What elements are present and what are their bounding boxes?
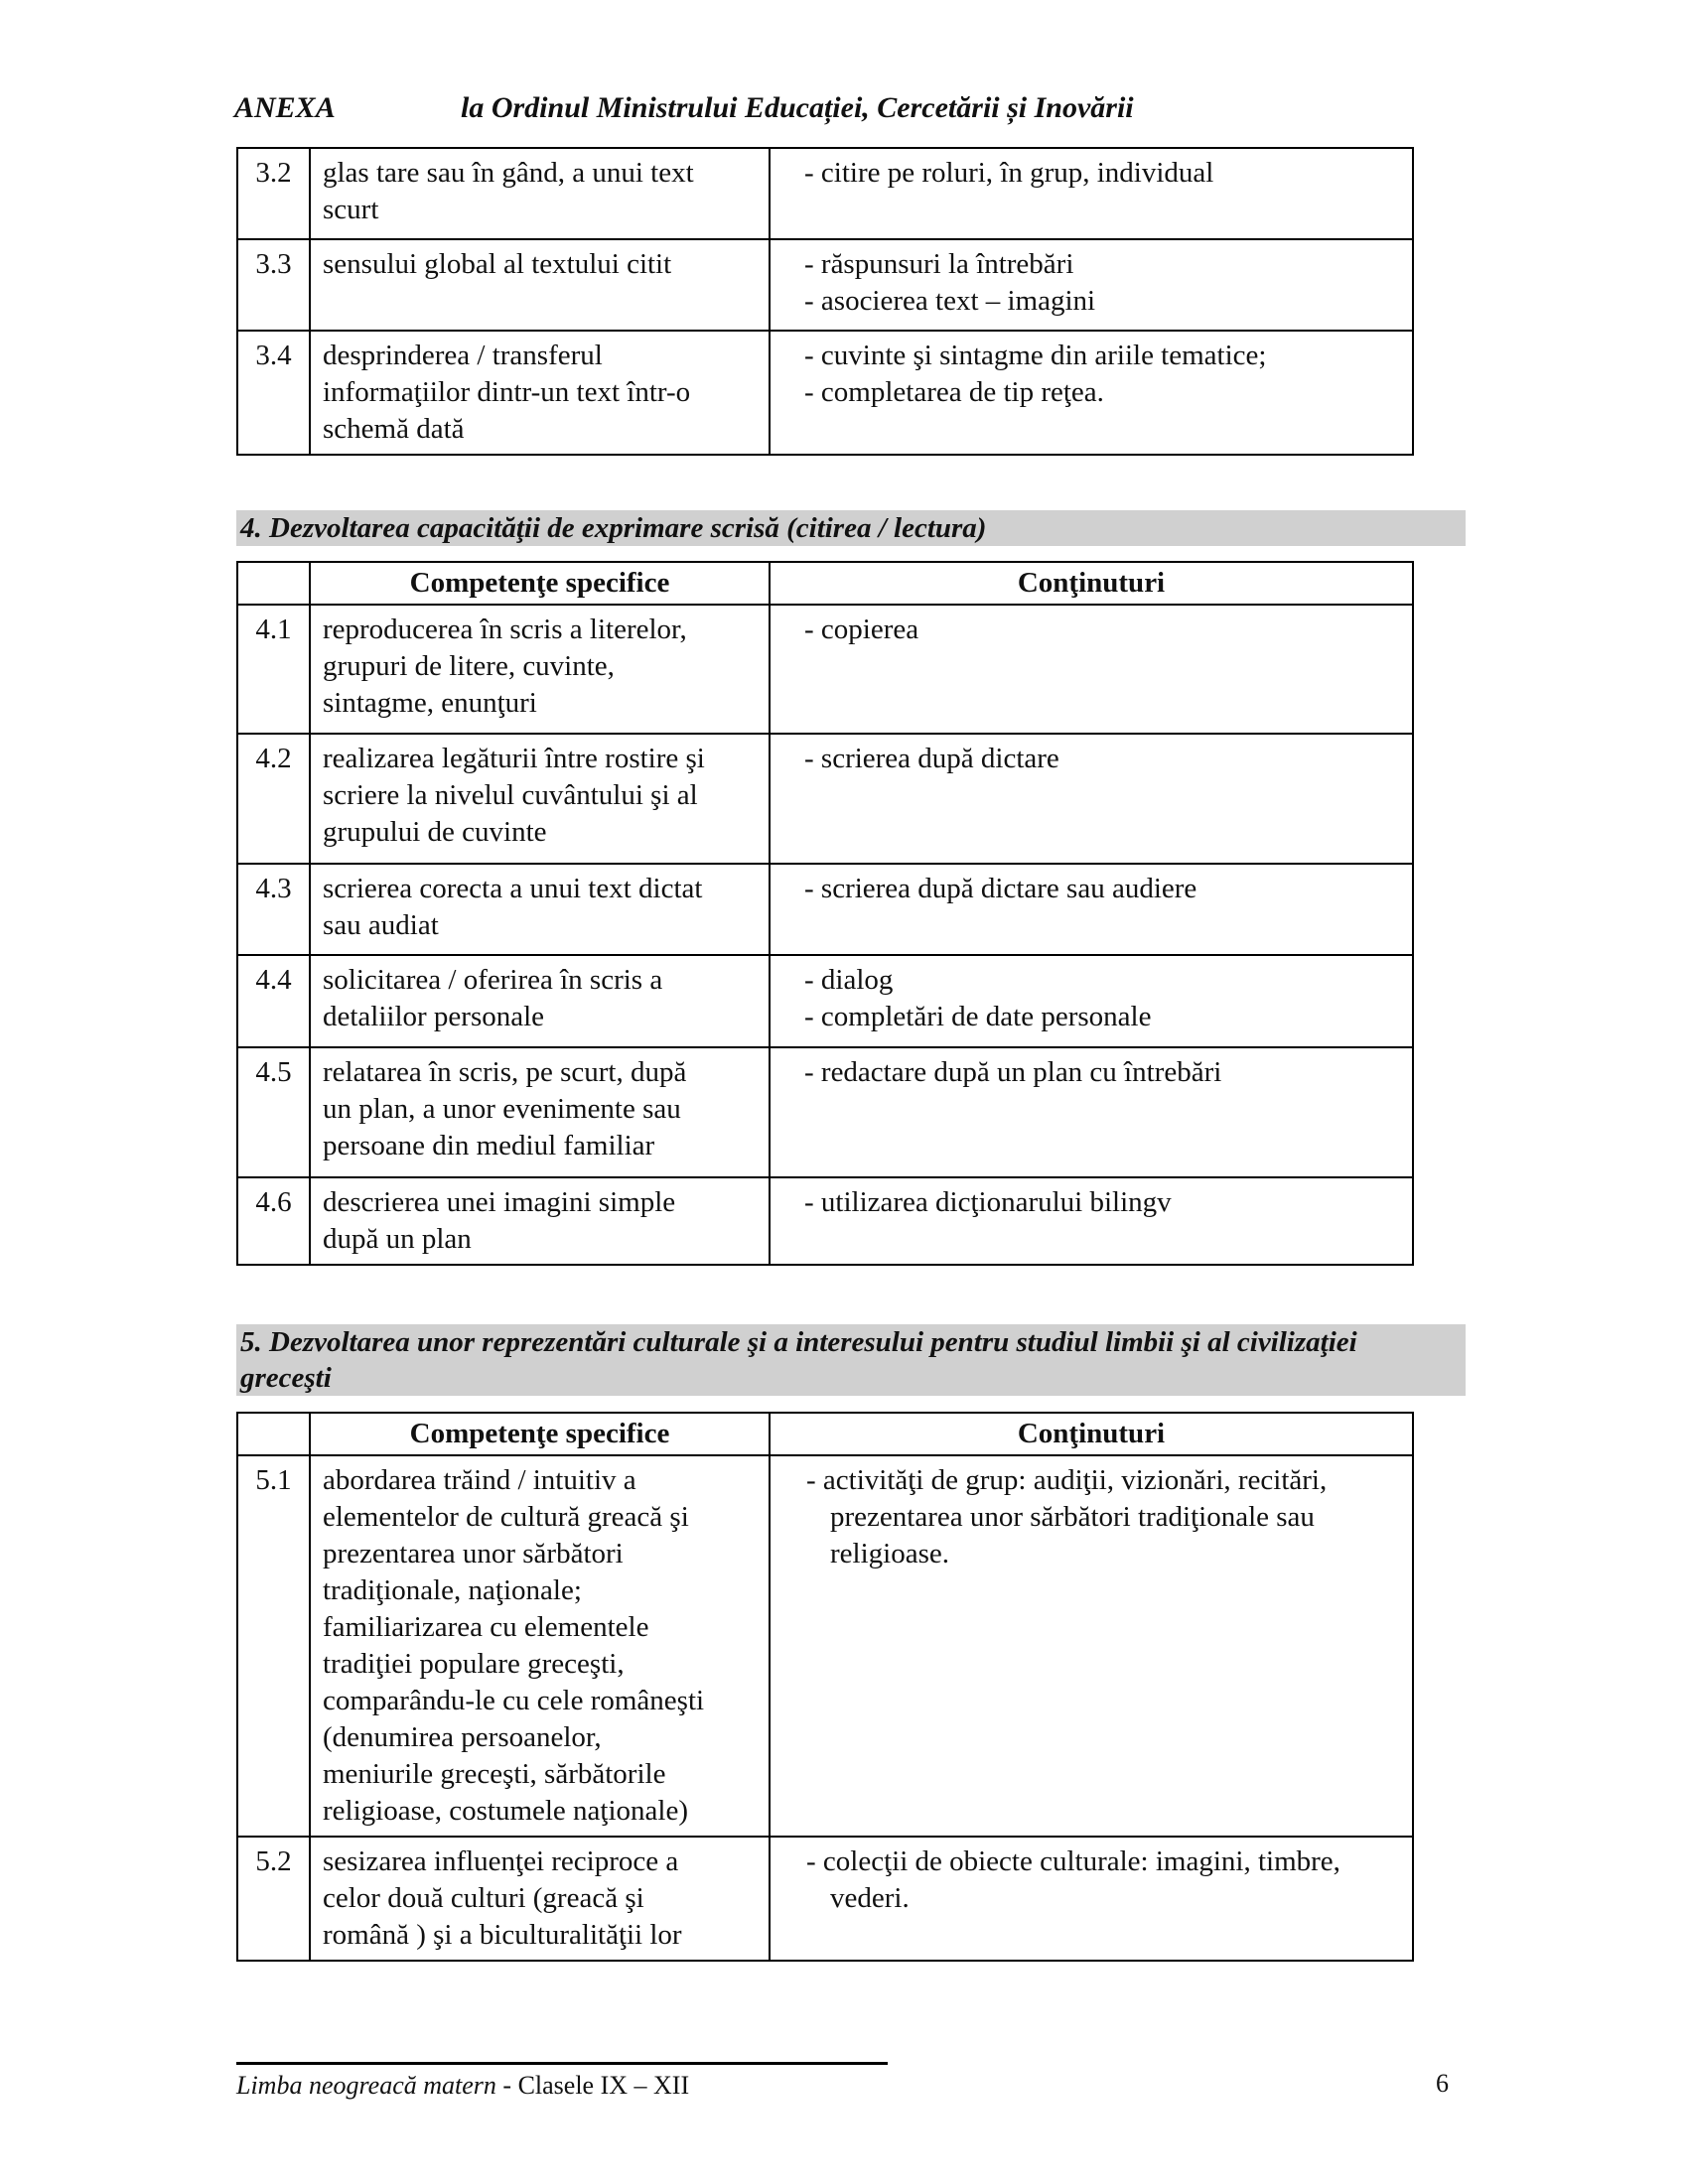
- section-4-title: 4. Dezvoltarea capacităţii de exprimare scrisă (citirea / lectura): [236, 510, 1466, 546]
- contents-line: - completări de date personale: [804, 1001, 1152, 1032]
- row-number: 4.2: [237, 734, 310, 864]
- contents-line: vederi.: [830, 1882, 910, 1914]
- section-5-title-line: 5. Dezvoltarea unor reprezentări culturale şi a interesului pentru studiul limbii şi al civilizaţiei: [240, 1326, 1357, 1358]
- competence-line: persoane din mediul familiar: [323, 1130, 655, 1161]
- table-header-row: [237, 1413, 1413, 1455]
- table-header-row: [237, 562, 1413, 605]
- competence-cell: [310, 1047, 770, 1177]
- contents-line: - dialog: [804, 964, 894, 996]
- contents-cell: [770, 864, 1413, 955]
- competence-line: după un plan: [323, 1223, 472, 1255]
- competence-line: detaliilor personale: [323, 1001, 545, 1032]
- contents-line: - completarea de tip reţea.: [804, 376, 1104, 408]
- table-row: [237, 1047, 1413, 1177]
- table-row: [237, 1837, 1413, 1961]
- contents-cell: [770, 148, 1413, 239]
- competence-line: realizarea legăturii între rostire şi: [323, 743, 705, 774]
- table-row: [237, 1177, 1413, 1265]
- header-empty-cell: [237, 562, 310, 605]
- competence-line: descrierea unei imagini simple: [323, 1186, 676, 1218]
- footer-divider: [236, 2062, 888, 2065]
- contents-line: - colecţii de obiecte culturale: imagini, timbre,: [806, 1845, 1340, 1877]
- contents-line: - scrierea după dictare sau audiere: [804, 873, 1197, 904]
- competence-line: elementelor de cultură greacă şi: [323, 1501, 689, 1533]
- contents-line: - utilizarea dicţionarului bilingv: [804, 1186, 1172, 1218]
- header-contents: Conţinuturi: [770, 1413, 1413, 1455]
- competence-cell: [310, 734, 770, 864]
- row-number: 4.6: [237, 1177, 310, 1265]
- competence-cell: [310, 331, 770, 455]
- table-row: [237, 148, 1413, 239]
- competence-line: sau audiat: [323, 909, 439, 941]
- competence-line: glas tare sau în gând, a unui text: [323, 157, 694, 189]
- table-section5: [236, 1412, 1414, 1962]
- competence-line: scrierea corecta a unui text dictat: [323, 873, 703, 904]
- competence-line: tradiţionale, naţionale;: [323, 1574, 582, 1606]
- competence-line: desprinderea / transferul: [323, 340, 603, 371]
- competence-line: română ) şi a biculturalităţii lor: [323, 1919, 682, 1951]
- competence-cell: [310, 1837, 770, 1961]
- row-number: 4.1: [237, 605, 310, 734]
- page-number: 6: [1436, 2069, 1449, 2098]
- footer-classes: - Clasele IX – XII: [495, 2071, 690, 2100]
- row-number: 3.4: [237, 331, 310, 455]
- competence-line: familiarizarea cu elementele: [323, 1611, 649, 1643]
- contents-cell: [770, 1837, 1413, 1961]
- row-number: 5.2: [237, 1837, 310, 1961]
- row-number: 3.3: [237, 239, 310, 331]
- contents-line: - răspunsuri la întrebări: [804, 248, 1074, 280]
- header-contents: Conţinuturi: [770, 562, 1413, 605]
- contents-line: prezentarea unor sărbători tradiţionale sau: [830, 1501, 1315, 1533]
- row-number: 5.1: [237, 1455, 310, 1837]
- table-row: [237, 955, 1413, 1047]
- contents-cell: [770, 734, 1413, 864]
- competence-cell: [310, 1455, 770, 1837]
- contents-cell: [770, 605, 1413, 734]
- competence-line: schemă dată: [323, 413, 465, 445]
- competence-line: relatarea în scris, pe scurt, după: [323, 1056, 687, 1088]
- section-5-title-line: greceşti: [240, 1362, 332, 1394]
- header-competence: Competenţe specifice: [310, 562, 770, 605]
- table-row: [237, 734, 1413, 864]
- contents-cell: [770, 1177, 1413, 1265]
- row-number: 4.5: [237, 1047, 310, 1177]
- contents-line: - scrierea după dictare: [804, 743, 1059, 774]
- competence-line: sintagme, enunţuri: [323, 687, 537, 719]
- competence-line: informaţiilor dintr-un text într-o: [323, 376, 691, 408]
- competence-line: meniurile greceşti, sărbătorile: [323, 1758, 666, 1790]
- header-competence: Competenţe specifice: [310, 1413, 770, 1455]
- competence-cell: [310, 1177, 770, 1265]
- competence-cell: [310, 605, 770, 734]
- competence-line: (denumirea persoanelor,: [323, 1721, 602, 1753]
- competence-line: grupuri de litere, cuvinte,: [323, 650, 615, 682]
- contents-line: - citire pe roluri, în grup, individual: [804, 157, 1214, 189]
- competence-line: comparându-le cu cele româneşti: [323, 1685, 705, 1716]
- contents-cell: [770, 239, 1413, 331]
- contents-line: - copierea: [804, 614, 919, 645]
- competence-line: solicitarea / oferirea în scris a: [323, 964, 663, 996]
- competence-line: scurt: [323, 194, 379, 225]
- competence-line: abordarea trăind / intuitiv a: [323, 1464, 636, 1496]
- table-row: [237, 239, 1413, 331]
- competence-line: religioase, costumele naţionale): [323, 1795, 688, 1827]
- competence-cell: [310, 148, 770, 239]
- contents-cell: [770, 331, 1413, 455]
- footer-document-title: [236, 2071, 689, 2101]
- competence-line: scriere la nivelul cuvântului şi al: [323, 779, 698, 811]
- contents-line: - redactare după un plan cu întrebări: [804, 1056, 1222, 1088]
- competence-line: un plan, a unor evenimente sau: [323, 1093, 681, 1125]
- contents-line: - asocierea text – imagini: [804, 285, 1096, 317]
- row-number: 4.4: [237, 955, 310, 1047]
- contents-cell: [770, 955, 1413, 1047]
- competence-line: tradiţiei populare greceşti,: [323, 1648, 625, 1680]
- section-5-title: [236, 1324, 1466, 1396]
- row-number: 4.3: [237, 864, 310, 955]
- competence-line: reproducerea în scris a literelor,: [323, 614, 687, 645]
- header-order-title: la Ordinul Ministrului Educației, Cercetării și Inovării: [461, 91, 1134, 124]
- footer-subject: Limba neogreacă matern: [236, 2071, 496, 2100]
- contents-line: - activităţi de grup: audiţii, vizionări, recitări,: [806, 1464, 1328, 1496]
- table-row: [237, 864, 1413, 955]
- header-empty-cell: [237, 1413, 310, 1455]
- competence-cell: [310, 239, 770, 331]
- table-section3-continuation: [236, 147, 1414, 456]
- competence-line: sesizarea influenţei reciproce a: [323, 1845, 679, 1877]
- contents-cell: [770, 1455, 1413, 1837]
- competence-line: celor două culturi (greacă şi: [323, 1882, 644, 1914]
- table-row: [237, 331, 1413, 455]
- row-number: 3.2: [237, 148, 310, 239]
- header-annex: ANEXA: [234, 91, 336, 124]
- contents-cell: [770, 1047, 1413, 1177]
- contents-line: - cuvinte şi sintagme din ariile tematice;: [804, 340, 1267, 371]
- contents-line: religioase.: [830, 1538, 949, 1570]
- table-row: [237, 605, 1413, 734]
- table-row: [237, 1455, 1413, 1837]
- competence-line: grupului de cuvinte: [323, 816, 547, 848]
- competence-line: sensului global al textului citit: [323, 248, 672, 280]
- competence-line: prezentarea unor sărbători: [323, 1538, 624, 1570]
- competence-cell: [310, 864, 770, 955]
- table-section4: [236, 561, 1414, 1266]
- competence-cell: [310, 955, 770, 1047]
